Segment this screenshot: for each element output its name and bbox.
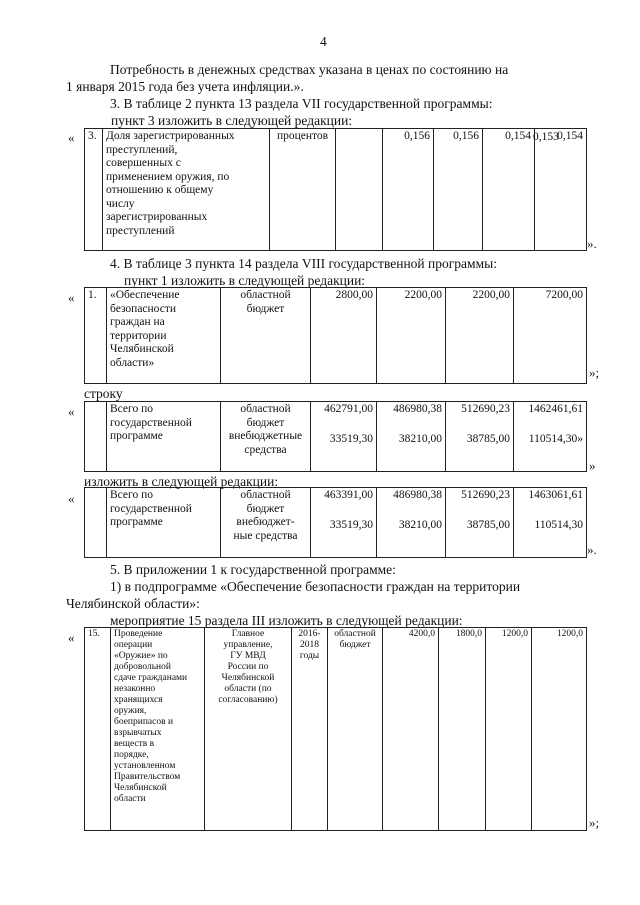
table-3b-close-quote: » [589,458,596,473]
table-3c-col3: 512690,23 38785,00 [446,488,514,558]
stroku-text: строку [84,386,123,401]
table-2-value: 0,154 [483,129,535,251]
table-3b-name: Всего по государственной программе [107,402,221,472]
table-app-num: 15. [85,628,111,831]
item-5-heading: 5. В приложении 1 к государственной программе: [110,562,396,577]
page-number: 4 [320,34,327,49]
table-3c [84,487,587,558]
table-3a-name: «Обеспечение безопасности граждан на территории Челябинской области» [107,288,221,384]
table-app-source: областной бюджет [328,628,383,831]
table-2-value-last: 0,153 [533,131,559,143]
item-4-subheading: пункт 1 изложить в следующей редакции: [124,273,366,288]
table-2-empty-cell [336,129,383,251]
izlozhit-text: изложить в следующей редакции: [84,474,279,489]
table-3b-col4: 1462461,61 110514,30» [514,402,587,472]
item-3-heading: 3. В таблице 2 пункта 13 раздела VII государственной программы: [110,96,493,111]
table-3a-num: 1. [85,288,107,384]
table-app-open-quote: « [68,630,75,645]
table-app-activity: Проведение операции «Оружие» по добровольной сдаче гражданами незаконно хранящихся оружия, боеприпасов и взрывчатых веществ в порядке, установленном Правительством Челябинской области [111,628,205,831]
table-2-value: 0,154 [535,129,587,251]
table-3c-empty-cell [85,488,107,558]
table-3a-value: 7200,00 [514,288,587,384]
table-2-open-quote: « [68,130,75,145]
table-3a-source: областной бюджет [221,288,311,384]
table-3a-open-quote: « [68,290,75,305]
table-3b-col3: 512690,23 38785,00 [446,402,514,472]
paragraph-1-line-1: Потребность в денежных средствах указана в ценах по состоянию на [110,62,509,77]
meropriyatie-text: мероприятие 15 раздела III изложить в следующей редакции: [110,613,463,628]
paragraph-1-line-2: 1 января 2015 года без учета инфляции.». [66,79,304,94]
table-app-close-quote: »; [589,815,600,830]
table-3b [84,401,587,472]
table-3b-col1: 462791,00 33519,30 [311,402,377,472]
table-3a-value: 2200,00 [446,288,514,384]
item-4-heading: 4. В таблице 3 пункта 14 раздела VIII государственной программы: [110,256,497,271]
table-3a [84,287,587,384]
table-3a-value: 2200,00 [377,288,446,384]
table-app-years: 2016- 2018 годы [292,628,328,831]
table-3a-close-quote: »; [589,365,600,380]
sub-1-line-1: 1) в подпрограмме «Обеспечение безопасности граждан на территории [110,579,521,594]
table-3a-value: 2800,00 [311,288,377,384]
table-3b-empty-cell [85,402,107,472]
table-3b-col2: 486980,38 38210,00 [377,402,446,472]
table-app-value: 1200,0 [486,628,532,831]
table-2-num: 3. [85,129,103,251]
table-2-unit: процентов [270,129,336,251]
table-2-value: 0,156 [434,129,483,251]
table-3c-close-quote: ». [587,542,597,557]
table-3b-open-quote: « [68,404,75,419]
table-2 [84,128,587,251]
table-3c-name: Всего по государственной программе [107,488,221,558]
table-3b-source: областной бюджет внебюджетные средства [221,402,311,472]
table-app-executor: Главное управление, ГУ МВД России по Челябинской области (по согласованию) [205,628,292,831]
sub-1-line-2: Челябинской области»: [66,596,200,611]
table-2-indicator-name: Доля зарегистрированных преступлений, совершенных с применением оружия, по отношению к общему числу зарегистрированных преступлений [103,129,270,251]
table-appendix [84,627,587,831]
table-2-close-quote: ». [587,236,597,251]
table-2-value: 0,156 [383,129,434,251]
table-3c-col4: 1463061,61 110514,30 [514,488,587,558]
table-3c-open-quote: « [68,491,75,506]
table-app-value: 1800,0 [439,628,486,831]
table-3c-source: областной бюджет внебюджет- ные средства [221,488,311,558]
table-3c-col2: 486980,38 38210,00 [377,488,446,558]
item-3-subheading: пункт 3 изложить в следующей редакции: [111,113,353,128]
table-3c-col1: 463391,00 33519,30 [311,488,377,558]
table-app-value: 4200,0 [383,628,439,831]
table-app-value: 1200,0 [532,628,587,831]
